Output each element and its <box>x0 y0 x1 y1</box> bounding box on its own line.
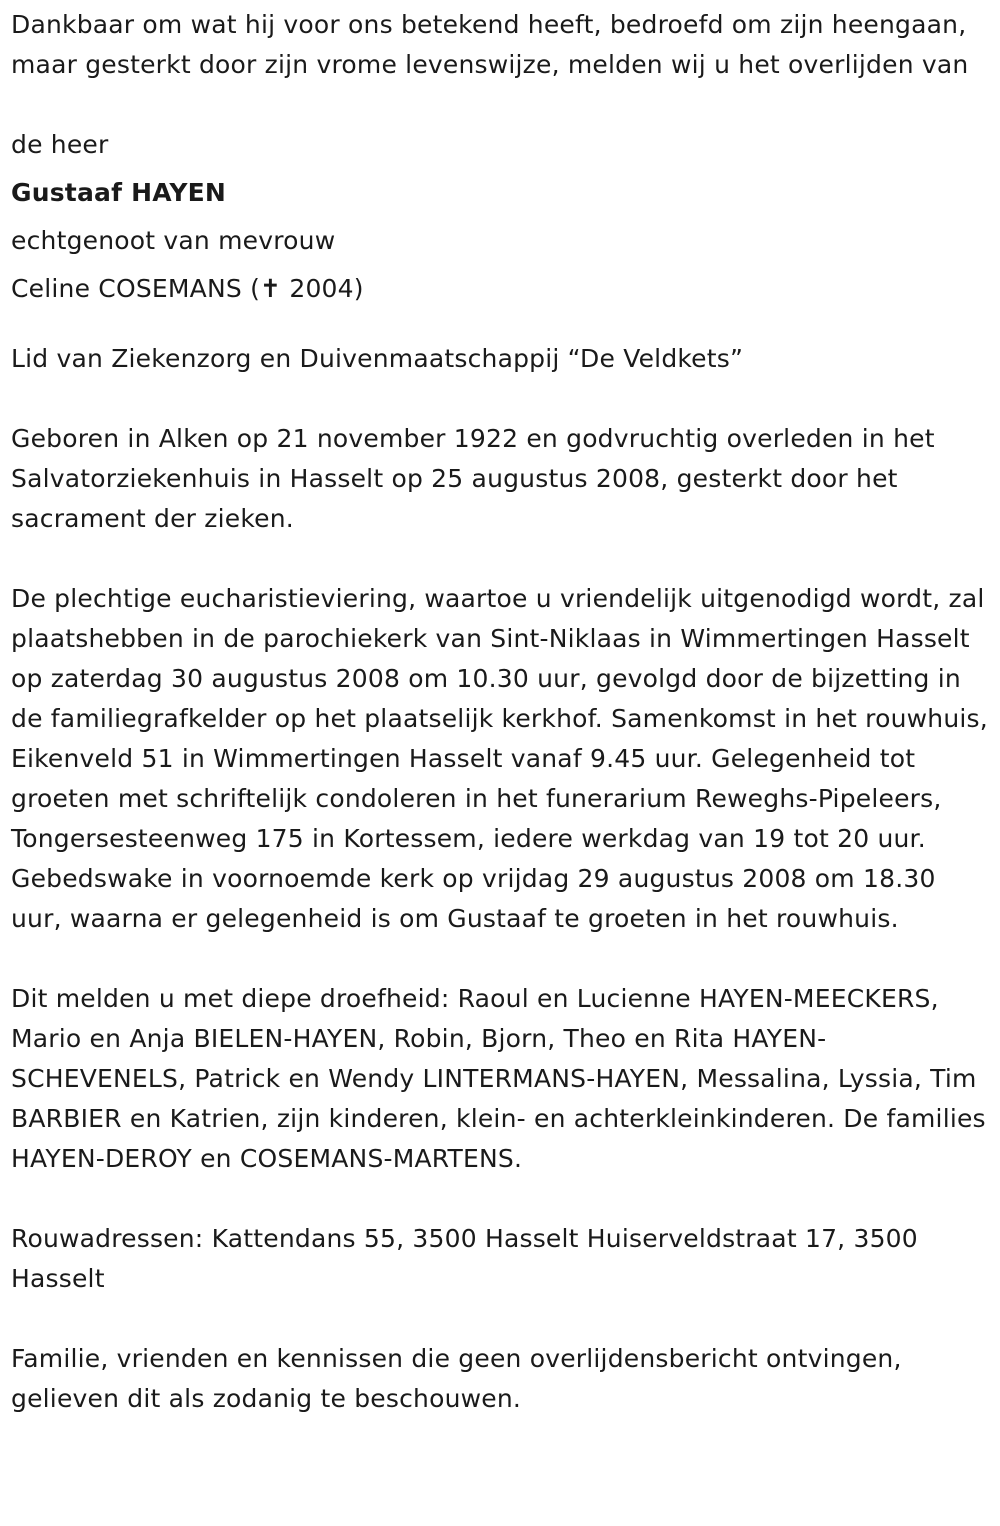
deceased-name: Gustaaf HAYEN <box>11 178 227 207</box>
membership-line: Lid van Ziekenzorg en Duivenmaatschappij “De Veldkets” <box>11 344 744 373</box>
death-notice <box>11 5 991 1419</box>
spouse-intro: echtgenoot van mevrouw <box>11 226 336 255</box>
addresses-paragraph: Rouwadressen: Kattendans 55, 3500 Hasselt Huiserveldstraat 17, 3500 Hasselt <box>11 1224 918 1293</box>
spouse-name: Celine COSEMANS (✝ 2004) <box>11 274 364 303</box>
ceremony-paragraph: De plechtige eucharistieviering, waartoe u vriendelijk uitgenodigd wordt, zal plaatshebben in de parochiekerk van Sint-Niklaas in Wimmertingen Hasselt op zaterdag 30 augustus 2008 om 10.30 uur, gevolgd door de bijzetting in de familiegrafkelder op het plaatselijk kerkhof. Samenkomst in het rouwhuis, Eikenveld 51 in Wimmertingen Hasselt vanaf 9.45 uur. Gelegenheid tot groeten met schriftelijk condoleren in het funerarium Reweghs-Pipeleers, Tongersesteenweg 175 in Kortessem, iedere werkdag van 19 tot 20 uur. Gebedswake in voornoemde kerk op vrijdag 29 augustus 2008 om 18.30 uur, waarna er gelegenheid is om Gustaaf te groeten in het rouwhuis. <box>11 584 988 933</box>
closing-paragraph: Familie, vrienden en kennissen die geen overlijdensbericht ontvingen, gelieven dit als zodanig te beschouwen. <box>11 1344 902 1413</box>
family-paragraph: Dit melden u met diepe droefheid: Raoul en Lucienne HAYEN-MEECKERS, Mario en Anja BIELEN-HAYEN, Robin, Bjorn, Theo en Rita HAYEN-SCHEVENELS, Patrick en Wendy LINTERMANS-HAYEN, Messalina, Lyssia, Tim BARBIER en Katrien, zijn kinderen, klein- en achterkleinkinderen. De families HAYEN-DEROY en COSEMANS-MARTENS. <box>11 984 986 1173</box>
intro-paragraph: Dankbaar om wat hij voor ons betekend heeft, bedroefd om zijn heengaan, maar gesterkt door zijn vrome levenswijze, melden wij u het overlijden van <box>11 10 969 79</box>
title-line: de heer <box>11 130 109 159</box>
birth-death-paragraph: Geboren in Alken op 21 november 1922 en godvruchtig overleden in het Salvatorziekenhuis in Hasselt op 25 augustus 2008, gesterkt door het sacrament der zieken. <box>11 424 935 533</box>
